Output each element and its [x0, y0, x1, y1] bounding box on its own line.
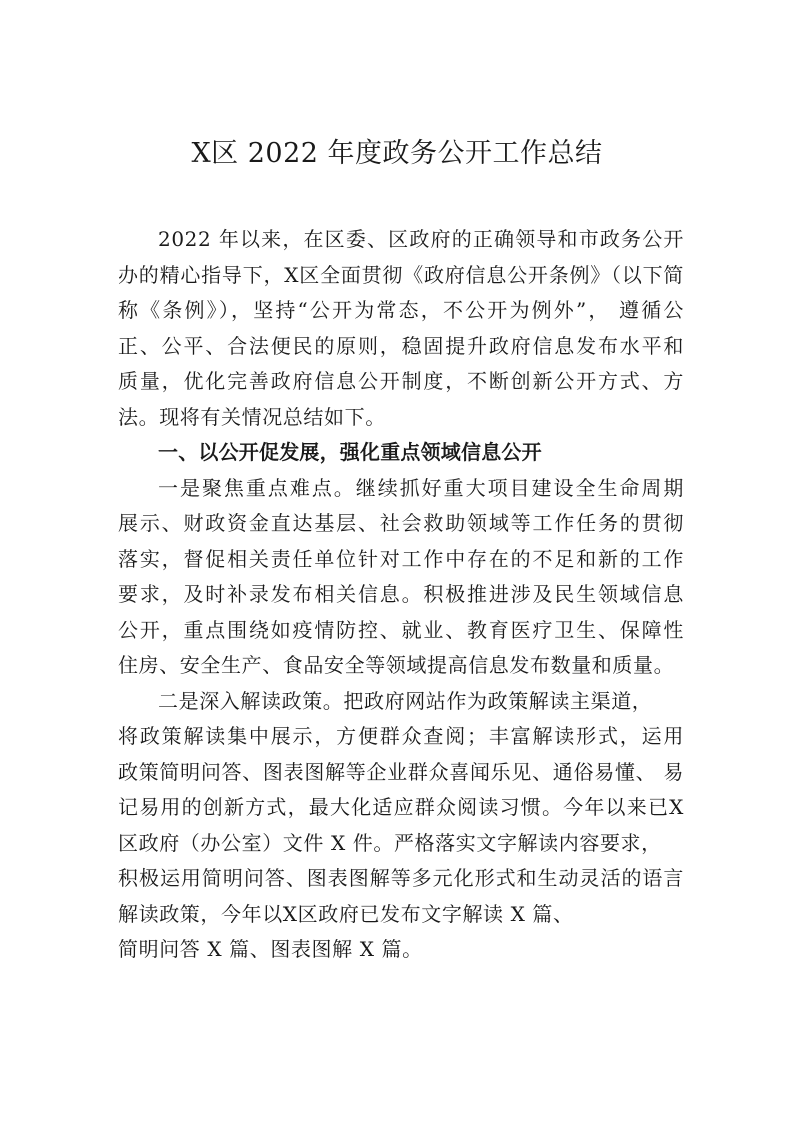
- text-line: 政策简明问答、图表图解等企业群众喜闻乐见、通俗易懂、 易: [118, 759, 684, 784]
- text-line: 2022 年以来，在区委、区政府的正确领导和市政务公开: [158, 227, 684, 251]
- text-line: 法。现将有关情况总结如下。: [118, 404, 386, 429]
- paragraph-intro: [118, 222, 684, 435]
- document-title: X区 2022 年度政务公开工作总结: [191, 138, 603, 169]
- text-line: 落实，督促相关责任单位针对工作中存在的不足和新的工作: [118, 546, 684, 571]
- paragraph-policy-interpretation: [118, 684, 684, 968]
- text-line: 将政策解读集中展示，方便群众查阅；丰富解读形式，运用: [118, 724, 684, 748]
- text-line: 正、公平、合法便民的原则，稳固提升政府信息发布水平和: [118, 333, 684, 358]
- text-line: 展示、财政资金直达基层、社会救助领域等工作任务的贯彻: [118, 511, 684, 535]
- document-body: [118, 222, 684, 968]
- text-line: 称《条例》），坚持“公开为常态，不公开为例外”， 遵循公: [118, 298, 684, 322]
- text-line: 区政府（办公室）文件 X 件。严格落实文字解读内容要求，: [118, 830, 662, 855]
- text-line: 住房、安全生产、食品安全等领域提高信息发布数量和质量。: [118, 653, 675, 677]
- text-line: 简明问答 X 篇、图表图解 X 篇。: [118, 937, 423, 961]
- text-line: 积极运用简明问答、图表图解等多元化形式和生动灵活的语言: [118, 866, 684, 890]
- text-line: 二是深入解读政策。把政府网站作为政策解读主渠道，: [158, 688, 653, 713]
- text-line: 办的精心指导下，X区全面贯彻《政府信息公开条例》（以下简: [118, 262, 684, 287]
- text-line: 质量，优化完善政府信息公开制度，不断创新公开方式、方: [118, 369, 684, 393]
- paragraph-focus-key-points: [118, 471, 684, 684]
- text-line: 公开，重点围绕如疫情防控、就业、教育医疗卫生、保障性: [118, 617, 684, 642]
- text-line: 解读政策，今年以X区政府已发布文字解读 X 篇、: [118, 901, 574, 926]
- text-line: 要求，及时补录发布相关信息。积极推进涉及民生领域信息: [118, 582, 684, 606]
- text-line: 一是聚焦重点难点。继续抓好重大项目建设全生命周期: [158, 475, 684, 500]
- text-line: 记易用的创新方式，最大化适应群众阅读习惯。今年以来已X: [118, 795, 684, 819]
- section-heading: 一、以公开促发展，强化重点领域信息公开: [158, 440, 542, 464]
